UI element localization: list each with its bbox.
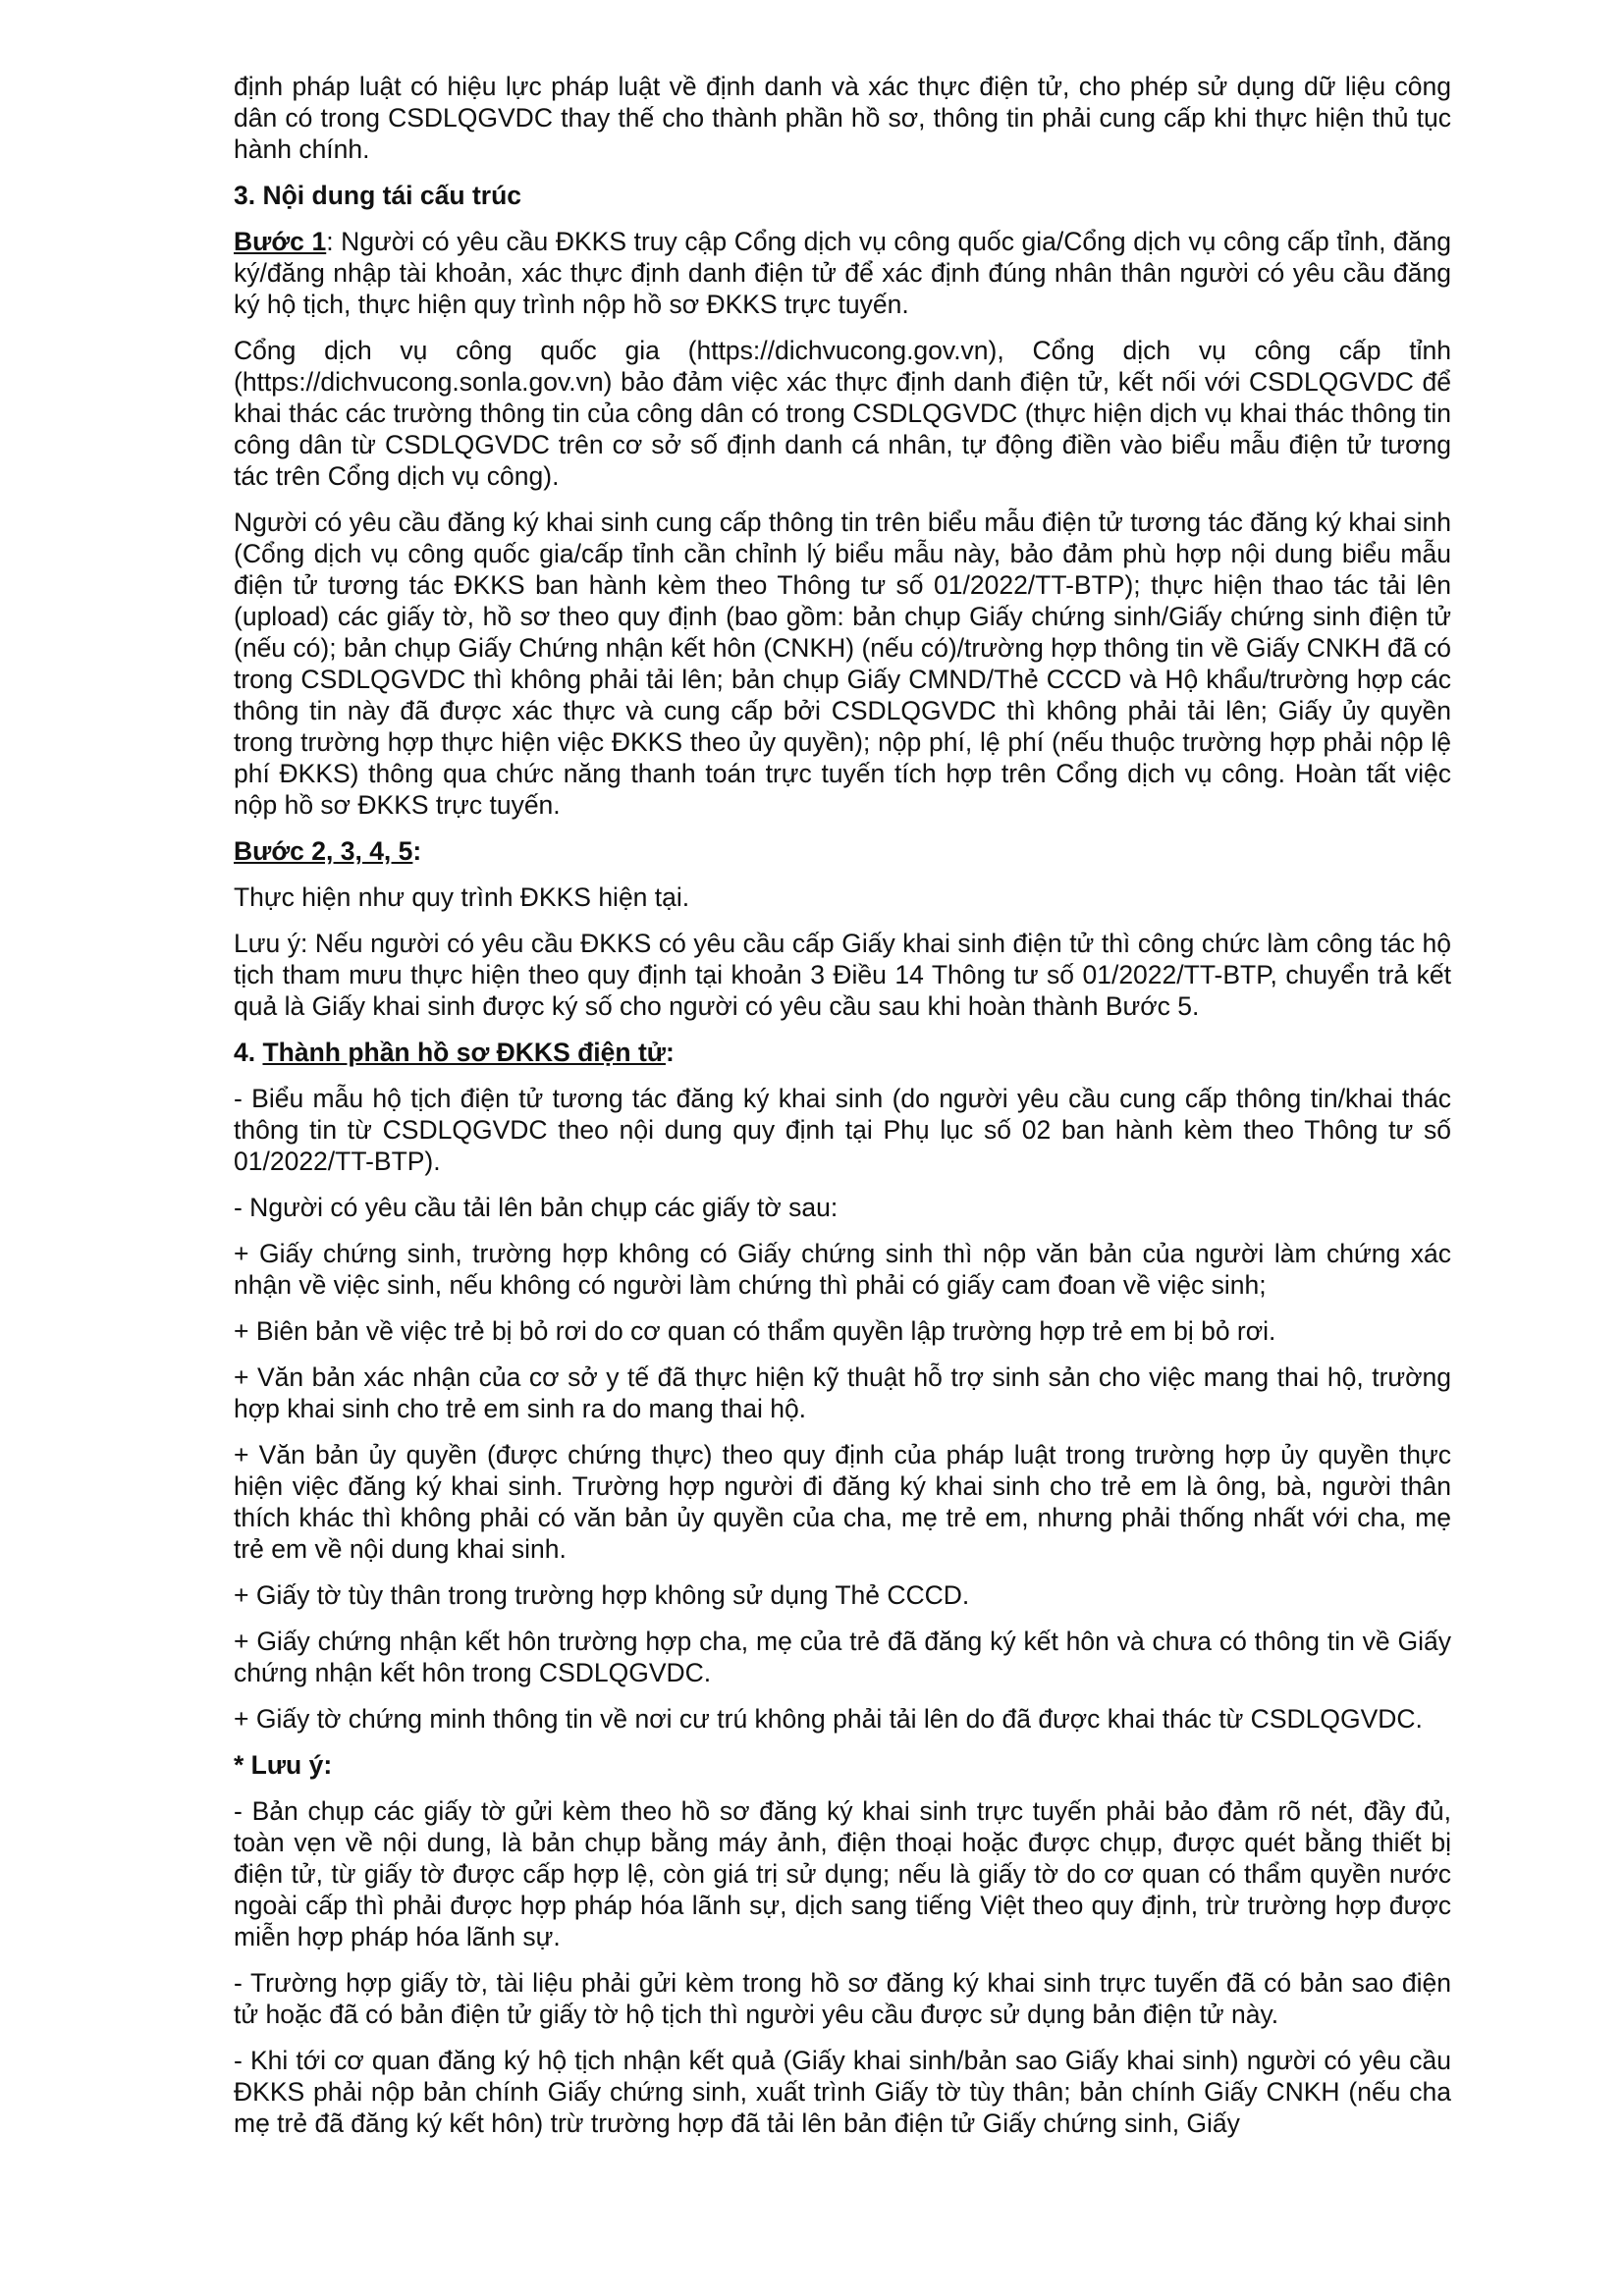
- list-item: + Giấy tờ tùy thân trong trường hợp không sử dụng Thẻ CCCD.: [234, 1580, 970, 1610]
- list-item: + Văn bản ủy quyền (được chứng thực) theo quy định của pháp luật trong trường hợp ủy quyền thực hiện việc đăng ký khai sinh. Trường hợp người đi đăng ký khai sinh cho trẻ em là ông, bà, người thân thích khác thì không phải có văn bản ủy quyền của cha, mẹ trẻ em, nhưng phải thống nhất với cha, mẹ trẻ em về nội dung khai sinh.: [234, 1440, 1451, 1564]
- section-4-title: Thành phần hồ sơ ĐKKS điện tử: [262, 1038, 666, 1067]
- step-2-5-label: Bước 2, 3, 4, 5: [234, 836, 413, 866]
- upload-paragraph: - Người có yêu cầu tải lên bản chụp các giấy tờ sau:: [234, 1193, 839, 1222]
- list-item: + Giấy chứng sinh, trường hợp không có Giấy chứng sinh thì nộp văn bản của người làm chứng xác nhận về việc sinh, nếu không có người làm chứng thì phải có giấy cam đoan về việc sinh;: [234, 1239, 1451, 1300]
- intro-paragraph: định pháp luật có hiệu lực pháp luật về định danh và xác thực điện tử, cho phép sử dụng dữ liệu công dân có trong CSDLQGVDC thay thế cho thành phần hồ sơ, thông tin phải cung cấp khi thực hiện thủ tục hành chính.: [234, 72, 1451, 164]
- note-item: - Bản chụp các giấy tờ gửi kèm theo hồ sơ đăng ký khai sinh trực tuyến phải bảo đảm rõ nét, đầy đủ, toàn vẹn về nội dung, là bản chụp bằng máy ảnh, điện thoại hoặc được chụp, được quét bằng thiết bị điện tử, từ giấy tờ được cấp hợp lệ, còn giá trị sử dụng; nếu là giấy tờ do cơ quan có thẩm quyền nước ngoài cấp thì phải được hợp pháp hóa lãnh sự, dịch sang tiếng Việt theo quy định, trừ trường hợp được miễn hợp pháp hóa lãnh sự.: [234, 1796, 1451, 1951]
- step-1-text: : Người có yêu cầu ĐKKS truy cập Cổng dịch vụ công quốc gia/Cổng dịch vụ công cấp tỉnh, đăng ký/đăng nhập tài khoản, xác thực định danh điện tử để xác định đúng nhân thân người có yêu cầu đăng ký hộ tịch, thực hiện quy trình nộp hồ sơ ĐKKS trực tuyến.: [234, 227, 1451, 319]
- requester-paragraph: Người có yêu cầu đăng ký khai sinh cung cấp thông tin trên biểu mẫu điện tử tương tác đăng ký khai sinh (Cổng dịch vụ công quốc gia/cấp tỉnh cần chỉnh lý biểu mẫu này, bảo đảm phù hợp nội dung biểu mẫu điện tử tương tác ĐKKS ban hành kèm theo Thông tư số 01/2022/TT-BTP); thực hiện thao tác tải lên (upload) các giấy tờ, hồ sơ theo quy định (bao gồm: bản chụp Giấy chứng sinh/Giấy chứng sinh điện tử (nếu có); bản chụp Giấy Chứng nhận kết hôn (CNKH) (nếu có)/trường hợp thông tin về Giấy CNKH đã có trong CSDLQGVDC thì không phải tải lên; bản chụp Giấy CMND/Thẻ CCCD và Hộ khẩu/trường hợp các thông tin này đã được xác thực và cung cấp bởi CSDLQGVDC thì không phải tải lên; Giấy ủy quyền trong trường hợp thực hiện việc ĐKKS theo ủy quyền); nộp phí, lệ phí (nếu thuộc trường hợp phải nộp lệ phí ĐKKS) thông qua chức năng thanh toán trực tuyến tích hợp trên Cổng dịch vụ công. Hoàn tất việc nộp hồ sơ ĐKKS trực tuyến.: [234, 507, 1451, 820]
- list-item: + Giấy tờ chứng minh thông tin về nơi cư trú không phải tải lên do đã được khai thác từ CSDLQGVDC.: [234, 1704, 1423, 1734]
- section-4-number: 4.: [234, 1038, 263, 1067]
- document-page: [234, 71, 1451, 2154]
- note-heading: * Lưu ý:: [234, 1750, 333, 1780]
- list-item: + Giấy chứng nhận kết hôn trường hợp cha, mẹ của trẻ đã đăng ký kết hôn và chưa có thông tin về Giấy chứng nhận kết hôn trong CSDLQGVDC.: [234, 1627, 1451, 1687]
- portal-paragraph: Cổng dịch vụ công quốc gia (https://dichvucong.gov.vn), Cổng dịch vụ công cấp tỉnh (https://dichvucong.sonla.gov.vn) bảo đảm việc xác thực định danh điện tử, kết nối với CSDLQGVDC để khai thác các trường thông tin của công dân có trong CSDLQGVDC (thực hiện dịch vụ khai thác thông tin công dân từ CSDLQGVDC trên cơ sở số định danh cá nhân, tự động điền vào biểu mẫu điện tử tương tác trên Cổng dịch vụ công).: [234, 336, 1451, 491]
- current-process-paragraph: Thực hiện như quy trình ĐKKS hiện tại.: [234, 882, 690, 912]
- section-4-colon: :: [665, 1038, 675, 1067]
- note-item: - Trường hợp giấy tờ, tài liệu phải gửi kèm trong hồ sơ đăng ký khai sinh trực tuyến đã có bản sao điện tử hoặc đã có bản điện tử giấy tờ hộ tịch thì người yêu cầu được sử dụng bản điện tử này.: [234, 1968, 1451, 2029]
- step-2-5-colon: :: [412, 836, 422, 866]
- step-2-5-heading: [234, 835, 1451, 867]
- step-1-paragraph: [234, 226, 1451, 320]
- list-item: + Biên bản về việc trẻ bị bỏ rơi do cơ quan có thẩm quyền lập trường hợp trẻ em bị bỏ rơi.: [234, 1316, 1276, 1346]
- section-4-heading: [234, 1037, 1451, 1068]
- step-1-label: Bước 1: [234, 227, 327, 256]
- section-3-heading: 3. Nội dung tái cấu trúc: [234, 181, 522, 210]
- list-item: + Văn bản xác nhận của cơ sở y tế đã thực hiện kỹ thuật hỗ trợ sinh sản cho việc mang thai hộ, trường hợp khai sinh cho trẻ em sinh ra do mang thai hộ.: [234, 1362, 1451, 1423]
- note-paragraph: Lưu ý: Nếu người có yêu cầu ĐKKS có yêu cầu cấp Giấy khai sinh điện tử thì công chức làm công tác hộ tịch tham mưu thực hiện theo quy định tại khoản 3 Điều 14 Thông tư số 01/2022/TT-BTP, chuyển trả kết quả là Giấy khai sinh được ký số cho người có yêu cầu sau khi hoàn thành Bước 5.: [234, 929, 1451, 1021]
- note-item: - Khi tới cơ quan đăng ký hộ tịch nhận kết quả (Giấy khai sinh/bản sao Giấy khai sinh) người có yêu cầu ĐKKS phải nộp bản chính Giấy chứng sinh, xuất trình Giấy tờ tùy thân; bản chính Giấy CNKH (nếu cha mẹ trẻ đã đăng ký kết hôn) trừ trường hợp đã tải lên bản điện tử Giấy chứng sinh, Giấy: [234, 2046, 1451, 2138]
- form-paragraph: - Biểu mẫu hộ tịch điện tử tương tác đăng ký khai sinh (do người yêu cầu cung cấp thông tin/khai thác thông tin từ CSDLQGVDC theo nội dung quy định tại Phụ lục số 02 ban hành kèm theo Thông tư số 01/2022/TT-BTP).: [234, 1084, 1451, 1176]
